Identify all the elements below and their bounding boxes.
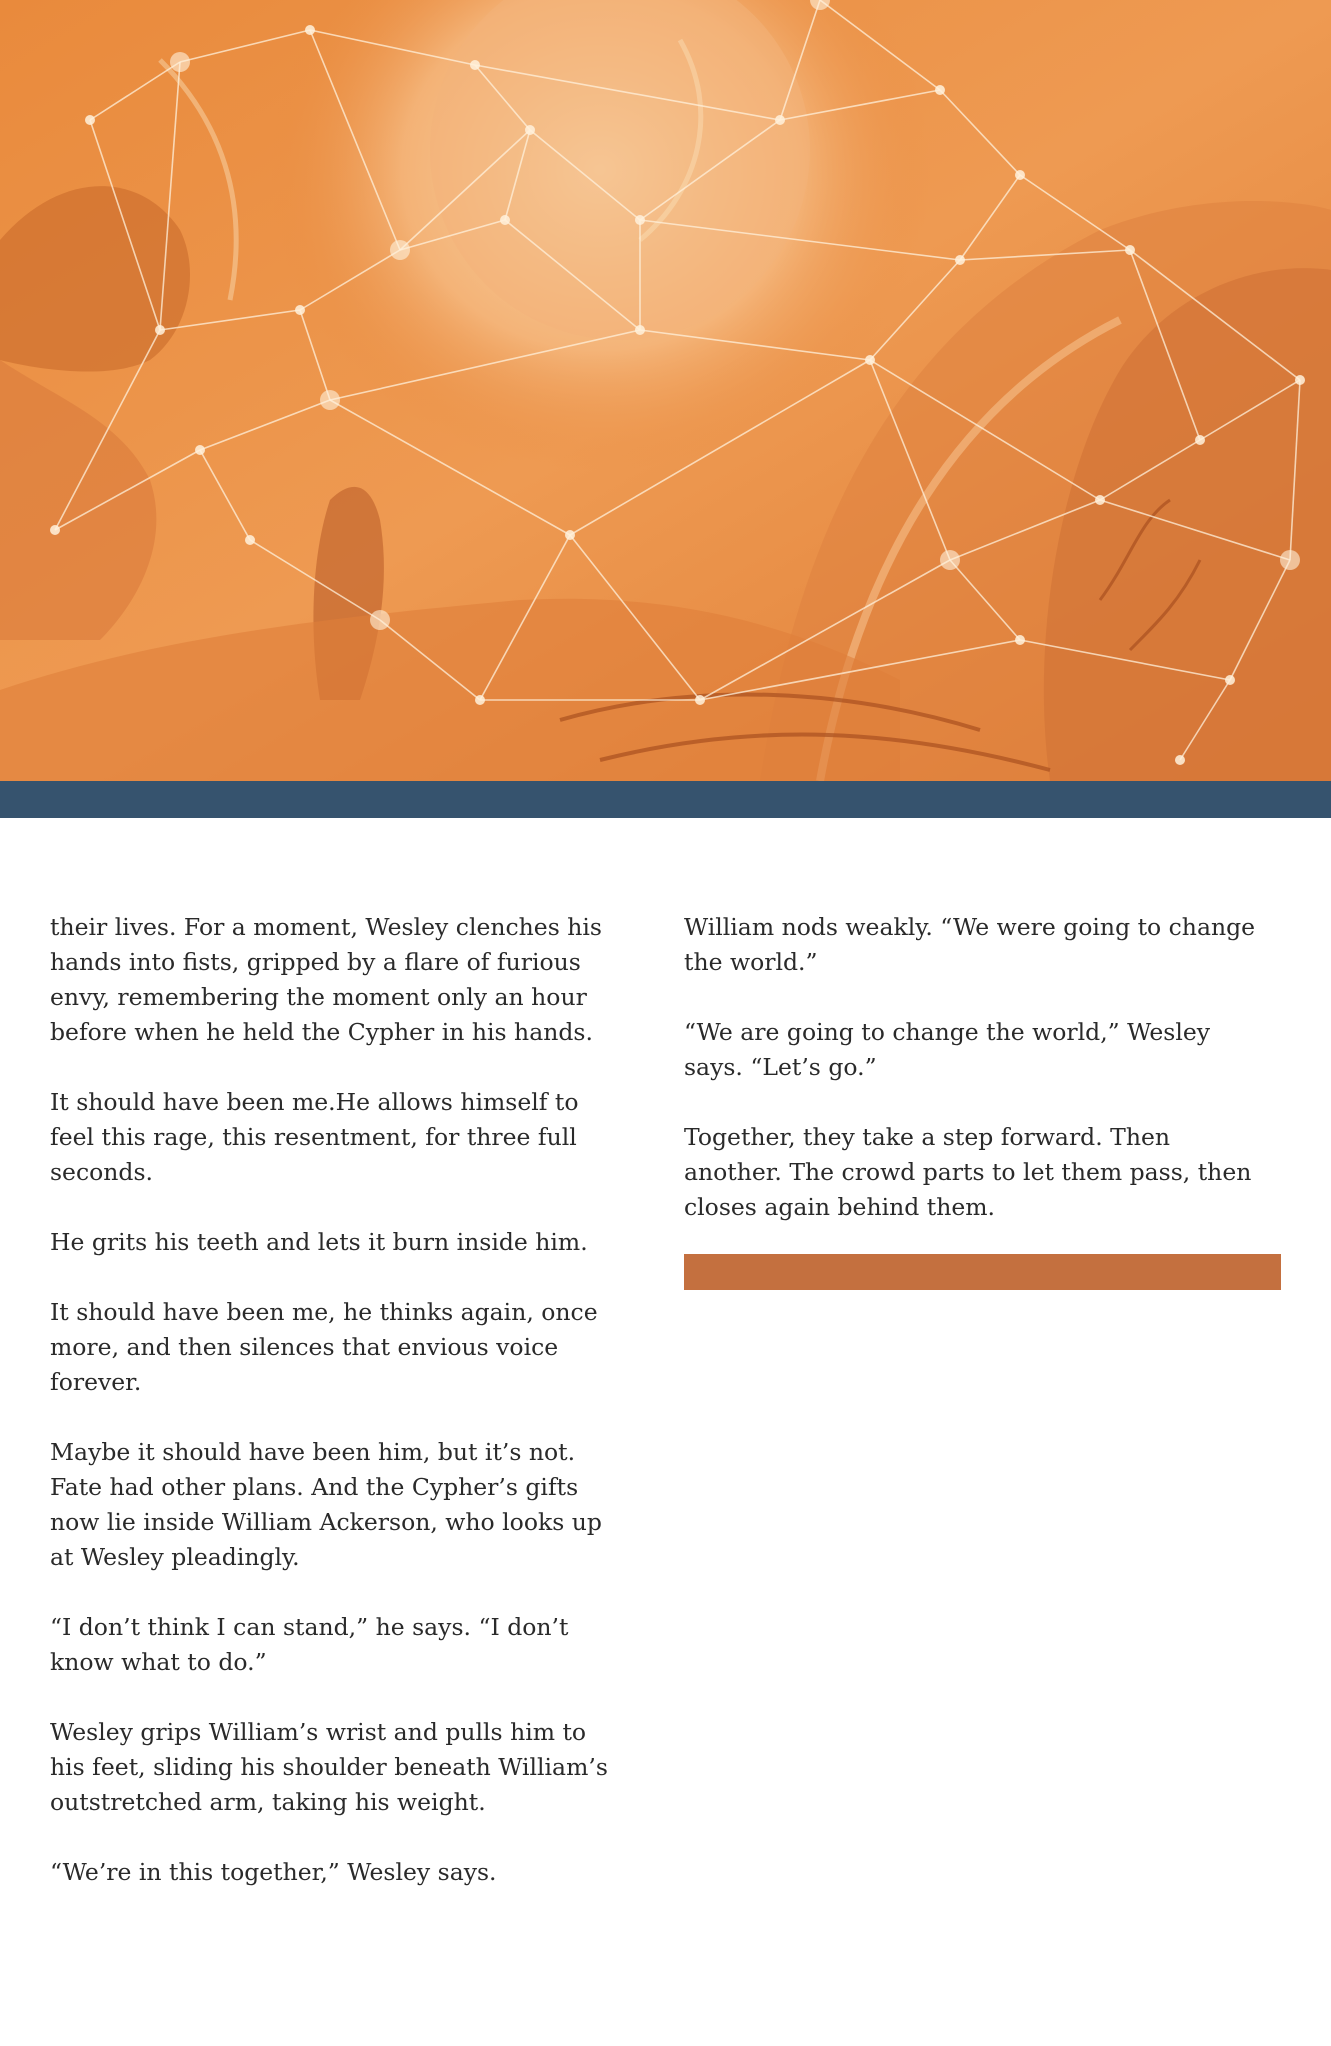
paragraph: Together, they take a step forward. Then another. The crowd parts to let them pass, then closes again behind them.	[684, 1123, 1252, 1221]
constellation-node	[50, 525, 60, 535]
hero-illustration	[0, 0, 1331, 781]
left-text-column	[50, 910, 650, 1925]
paragraph: He grits his teeth and lets it burn inside him.	[50, 1228, 588, 1256]
constellation-node	[635, 325, 645, 335]
paragraph: “I don’t think I can stand,” he says. “I don’t know what to do.”	[50, 1613, 569, 1676]
paragraph: “We’re in this together,” Wesley says.	[50, 1858, 497, 1886]
paragraph: It should have been me.He allows himself to feel this rage, this resentment, for three full seconds.	[50, 1088, 579, 1186]
constellation-node	[1015, 635, 1025, 645]
constellation-node	[1195, 435, 1205, 445]
left-figure-head	[0, 186, 190, 371]
constellation-node	[695, 695, 705, 705]
constellation-node	[390, 240, 410, 260]
constellation-node	[565, 530, 575, 540]
constellation-node	[1225, 675, 1235, 685]
constellation-node	[245, 535, 255, 545]
constellation-node	[1280, 550, 1300, 570]
constellation-node	[1125, 245, 1135, 255]
constellation-node	[470, 60, 480, 70]
constellation-node	[155, 325, 165, 335]
constellation-node	[500, 215, 510, 225]
constellation-node	[475, 695, 485, 705]
paragraph: Maybe it should have been him, but it’s not. Fate had other plans. And the Cypher’s gifts now lie inside William Ackerson, who looks up at Wesley pleadingly.	[50, 1438, 602, 1571]
constellation-node	[635, 215, 645, 225]
constellation-node	[955, 255, 965, 265]
constellation-node	[935, 85, 945, 95]
constellation-node	[1015, 170, 1025, 180]
constellation-node	[775, 115, 785, 125]
paragraph: “We are going to change the world,” Wesley says. “Let’s go.”	[684, 1018, 1211, 1081]
constellation-node	[170, 52, 190, 72]
constellation-node	[865, 355, 875, 365]
section-end-bar	[684, 1254, 1281, 1290]
constellation-node	[370, 610, 390, 630]
constellation-node	[525, 125, 535, 135]
paragraph: It should have been me, he thinks again, once more, and then silences that envious voice forever.	[50, 1298, 598, 1396]
constellation-artwork	[0, 0, 1331, 781]
constellation-node	[195, 445, 205, 455]
paragraph: their lives. For a moment, Wesley clenches his hands into fists, gripped by a flare of furious envy, remembering the moment only an hour before when he held the Cypher in his hands.	[50, 913, 602, 1046]
constellation-node	[1095, 495, 1105, 505]
paragraph: William nods weakly. “We were going to change the world.”	[684, 913, 1256, 976]
constellation-node	[940, 550, 960, 570]
constellation-node	[1295, 375, 1305, 385]
constellation-node	[295, 305, 305, 315]
constellation-node	[320, 390, 340, 410]
constellation-node	[85, 115, 95, 125]
header-band	[0, 781, 1331, 818]
constellation-node	[1175, 755, 1185, 765]
right-text-column	[684, 910, 1284, 1260]
constellation-node	[305, 25, 315, 35]
paragraph: Wesley grips William’s wrist and pulls him to his feet, sliding his shoulder beneath William’s outstretched arm, taking his weight.	[50, 1718, 608, 1816]
